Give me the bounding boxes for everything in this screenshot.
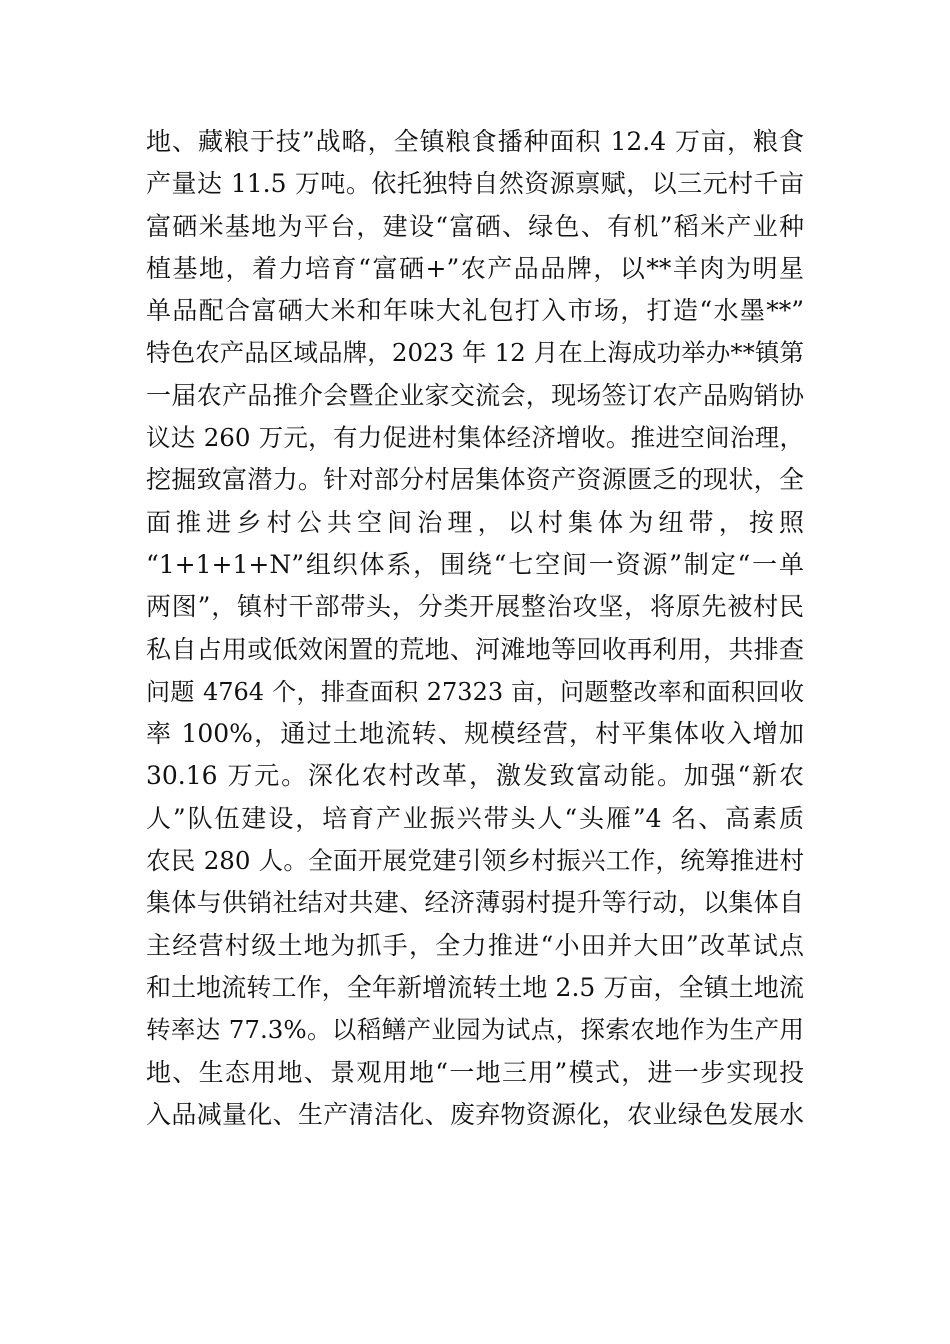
text-line-6: 特色农产品区域品牌，2023 年 12 月在上海成功举办**镇第	[146, 338, 804, 368]
text-line-8: 议达 260 万元，有力促进村集体经济增收。推进空间治理，	[146, 423, 804, 453]
text-line-11: “1+1+1+N”组织体系，围绕“七空间一资源”制定“一单	[146, 549, 804, 579]
text-line-3: 富硒米基地为平台，建设“富硒、绿色、有机”稻米产业种	[146, 211, 804, 241]
text-line-21: 和土地流转工作，全年新增流转土地 2.5 万亩，全镇土地流	[146, 972, 804, 1002]
text-line-9: 挖掘致富潜力。针对部分村居集体资产资源匮乏的现状，全	[146, 465, 804, 495]
text-line-1: 地、藏粮于技”战略，全镇粮食播种面积 12.4 万亩，粮食	[146, 127, 804, 156]
text-line-17: 人”队伍建设，培育产业振兴带头人“头雁”4 名、高素质	[146, 803, 804, 833]
text-line-22: 转率达 77.3%。以稻鳝产业园为试点，探索农地作为生产用	[146, 1015, 804, 1045]
text-line-2: 产量达 11.5 万吨。依托独特自然资源禀赋，以三元村千亩	[146, 169, 804, 199]
text-line-24: 入品减量化、生产清洁化、废弃物资源化，农业绿色发展水	[146, 1099, 804, 1129]
text-line-14: 问题 4764 个，排查面积 27323 亩，问题整改率和面积回收	[146, 677, 804, 706]
text-line-16: 30.16 万元。深化农村改革，激发致富动能。加强“新农	[146, 761, 804, 791]
text-line-5: 单品配合富硒大米和年味大礼包打入市场，打造“水墨**”	[146, 296, 804, 326]
text-line-10: 面推进乡村公共空间治理，以村集体为纽带，按照	[146, 507, 804, 537]
text-line-13: 私自占用或低效闲置的荒地、河滩地等回收再利用，共排查	[146, 634, 804, 664]
text-line-7: 一届农产品推介会暨企业家交流会，现场签订农产品购销协	[146, 380, 804, 410]
text-line-4: 植基地，着力培育“富硒+”农产品品牌，以**羊肉为明星	[146, 253, 804, 283]
text-line-15: 率 100%，通过土地流转、规模经营，村平集体收入增加	[146, 719, 804, 749]
text-line-20: 主经营村级土地为抓手，全力推进“小田并大田”改革试点	[146, 930, 804, 960]
body-text	[146, 121, 804, 1136]
text-line-23: 地、生态用地、景观用地“一地三用”模式，进一步实现投	[146, 1057, 804, 1087]
text-line-19: 集体与供销社结对共建、经济薄弱村提升等行动，以集体自	[146, 888, 804, 918]
text-line-18: 农民 280 人。全面开展党建引领乡村振兴工作，统筹推进村	[146, 846, 804, 876]
text-line-12: 两图”，镇村干部带头，分类开展整治攻坚，将原先被村民	[146, 592, 804, 622]
